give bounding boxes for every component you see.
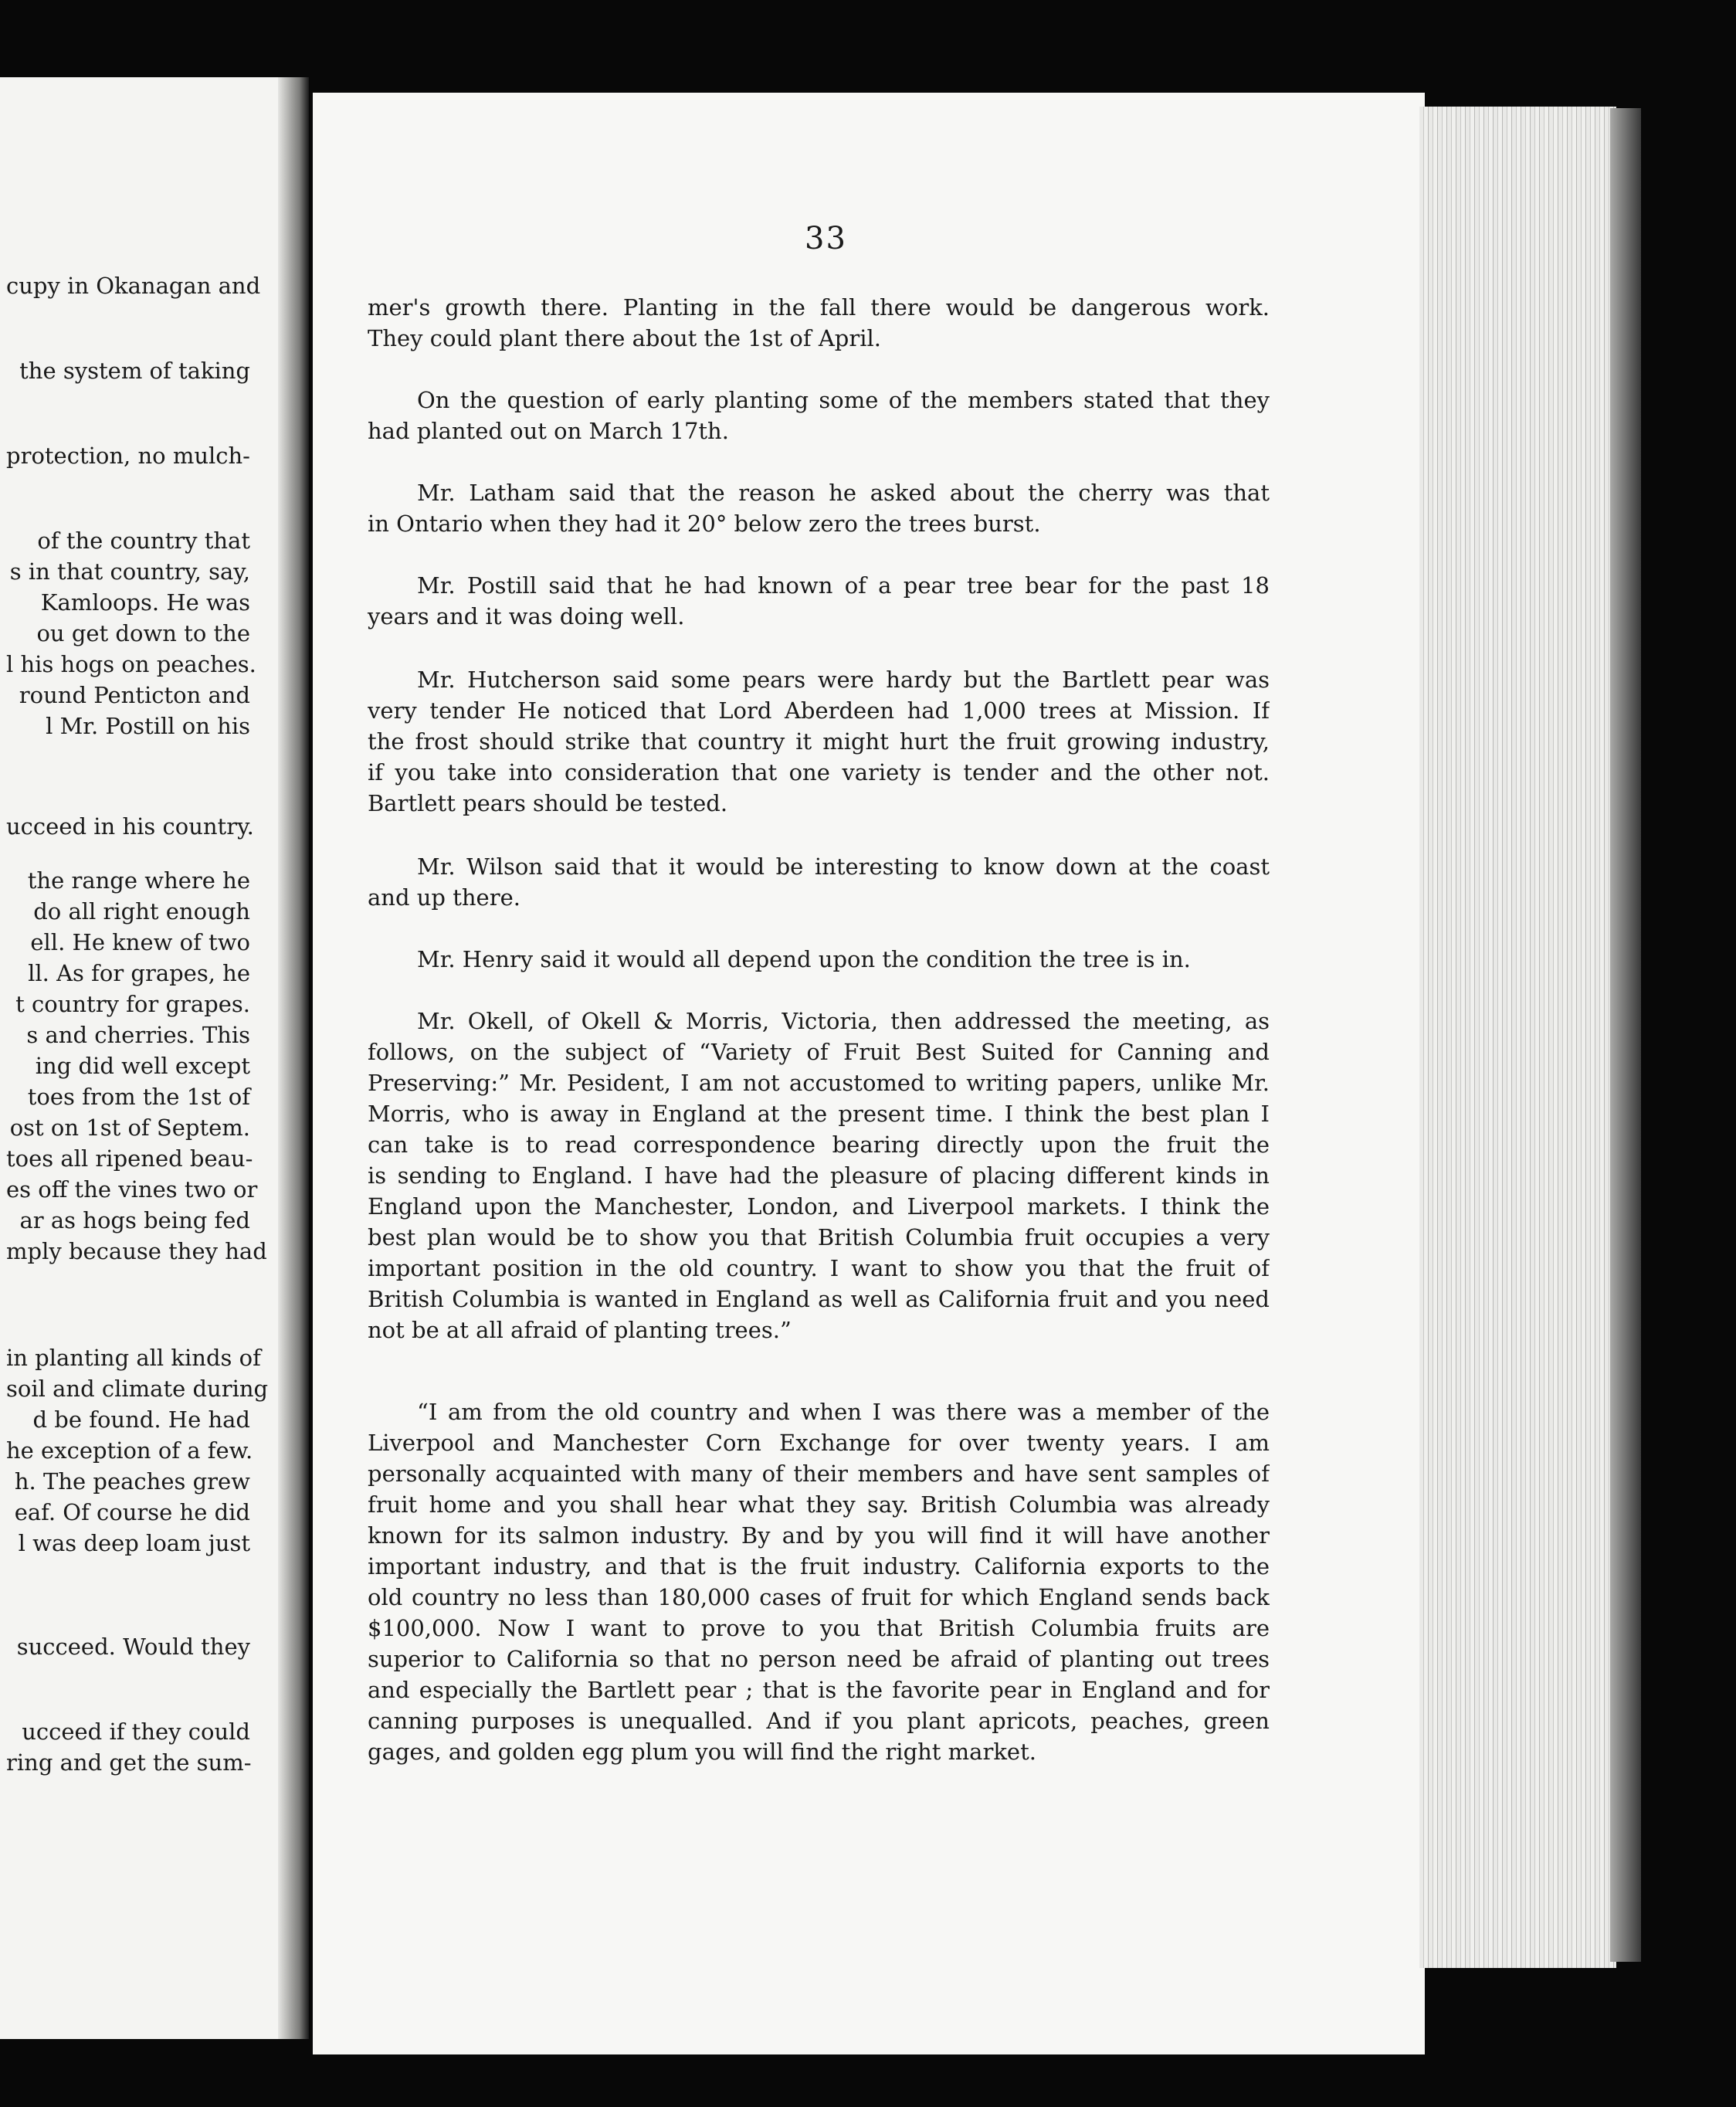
book-gutter: [278, 77, 309, 2039]
text-line: $100,000. Now I want to prove to you that British Columbia fruits are: [368, 1615, 1270, 1641]
text-line: t country for grapes.: [15, 991, 250, 1017]
text-line: round Penticton and: [19, 682, 250, 708]
text-line: fruit home and you shall hear what they say. British Columbia was already: [368, 1491, 1270, 1518]
text-line: Kamloops. He was: [40, 589, 250, 616]
text-line: l his hogs on peaches.: [6, 651, 256, 677]
text-line: mer's growth there. Planting in the fall there would be dangerous work.: [368, 294, 1270, 321]
text-line: ing did well except: [35, 1053, 250, 1079]
text-line: in Ontario when they had it 20° below zero the trees burst.: [368, 511, 1041, 537]
text-line: the frost should strike that country it might hurt the fruit growing industry,: [368, 728, 1270, 755]
text-line: soil and climate during: [6, 1376, 269, 1402]
text-line: the range where he: [27, 867, 250, 894]
text-line: best plan would be to show you that British Columbia fruit occupies a very: [368, 1224, 1270, 1250]
text-line: h. The peaches grew: [14, 1468, 250, 1495]
text-line: ou get down to the: [36, 620, 250, 646]
text-line: es off the vines two or: [6, 1176, 258, 1203]
text-line: l Mr. Postill on his: [46, 713, 250, 739]
text-line: the system of taking: [19, 358, 250, 384]
page-number: 33: [805, 221, 847, 256]
text-line: England upon the Manchester, London, and Liverpool markets. I think the: [368, 1193, 1270, 1220]
text-line: in planting all kinds of: [6, 1345, 261, 1371]
text-line: They could plant there about the 1st of April.: [368, 325, 881, 351]
text-line: On the question of early planting some of the members stated that they: [417, 387, 1270, 413]
text-line: gages, and golden egg plum you will find the right market.: [368, 1739, 1036, 1765]
text-line: s and cherries. This: [26, 1022, 250, 1048]
text-line: cupy in Okanagan and: [6, 273, 261, 299]
text-line: l was deep loam just: [18, 1530, 250, 1556]
text-line: ll. As for grapes, he: [28, 960, 250, 986]
text-line: is sending to England. I have had the pleasure of placing different kinds in: [368, 1162, 1270, 1189]
text-line: Preserving:” Mr. Pesident, I am not accustomed to writing papers, unlike Mr.: [368, 1070, 1270, 1096]
text-line: personally acquainted with many of their members and have sent samples of: [368, 1461, 1270, 1487]
page-edges: [1419, 107, 1616, 1968]
text-line: protection, no mulch-: [6, 443, 250, 469]
text-line: superior to California so that no person need be afraid of planting out trees: [368, 1646, 1270, 1672]
text-line: important position in the old country. I want to show you that the fruit of: [368, 1255, 1270, 1281]
text-line: ring and get the sum-: [6, 1749, 252, 1776]
text-line: Mr. Wilson said that it would be interesting to know down at the coast: [417, 853, 1270, 880]
text-line: “I am from the old country and when I was there was a member of the: [417, 1399, 1270, 1425]
text-line: toes all ripened beau-: [6, 1145, 253, 1172]
text-line: mply because they had: [6, 1238, 267, 1264]
text-line: d be found. He had: [32, 1406, 250, 1433]
text-line: and especially the Bartlett pear ; that is the favorite pear in England and for: [368, 1677, 1270, 1703]
text-line: Mr. Okell, of Okell & Morris, Victoria, then addressed the meeting, as: [417, 1008, 1270, 1034]
text-line: s in that country, say,: [9, 558, 250, 585]
text-line: not be at all afraid of planting trees.”: [368, 1317, 792, 1343]
text-line: can take is to read correspondence bearing directly upon the fruit the: [368, 1132, 1270, 1158]
text-line: very tender He noticed that Lord Aberdeen had 1,000 trees at Mission. If: [368, 697, 1270, 724]
text-line: British Columbia is wanted in England as well as California fruit and you need: [368, 1286, 1270, 1312]
text-line: ucceed if they could: [22, 1719, 250, 1745]
text-line: ell. He knew of two: [30, 929, 250, 955]
text-line: Bartlett pears should be tested.: [368, 790, 728, 816]
text-line: ucceed in his country.: [6, 813, 254, 840]
text-line: Mr. Postill said that he had known of a pear tree bear for the past 18: [417, 572, 1270, 599]
text-line: Mr. Hutcherson said some pears were hardy but the Bartlett pear was: [417, 667, 1270, 693]
text-line: ost on 1st of Septem.: [9, 1115, 250, 1141]
text-line: do all right enough: [33, 898, 250, 925]
text-line: he exception of a few.: [6, 1437, 253, 1464]
text-line: of the country that: [37, 528, 250, 554]
text-line: Morris, who is away in England at the present time. I think the best plan I: [368, 1101, 1270, 1127]
text-line: old country no less than 180,000 cases of fruit for which England sends back: [368, 1584, 1270, 1610]
text-line: succeed. Would they: [16, 1634, 250, 1660]
text-line: known for its salmon industry. By and by you will find it will have another: [368, 1522, 1270, 1549]
text-line: eaf. Of course he did: [14, 1499, 250, 1525]
text-line: Mr. Henry said it would all depend upon the condition the tree is in.: [417, 946, 1191, 972]
text-line: toes from the 1st of: [27, 1084, 250, 1110]
text-line: ar as hogs being fed: [19, 1207, 250, 1233]
text-line: canning purposes is unequalled. And if you plant apricots, peaches, green: [368, 1708, 1270, 1734]
text-line: follows, on the subject of “Variety of Fruit Best Suited for Canning and: [368, 1039, 1270, 1065]
text-line: Liverpool and Manchester Corn Exchange for over twenty years. I am: [368, 1430, 1270, 1456]
text-line: Mr. Latham said that the reason he asked about the cherry was that: [417, 480, 1270, 506]
text-line: and up there.: [368, 884, 520, 911]
text-line: important industry, and that is the fruit industry. California exports to the: [368, 1553, 1270, 1579]
text-line: if you take into consideration that one variety is tender and the other not.: [368, 759, 1270, 785]
book-edge-shadow: [1610, 108, 1641, 1962]
text-line: years and it was doing well.: [368, 603, 685, 629]
text-line: had planted out on March 17th.: [368, 418, 729, 444]
